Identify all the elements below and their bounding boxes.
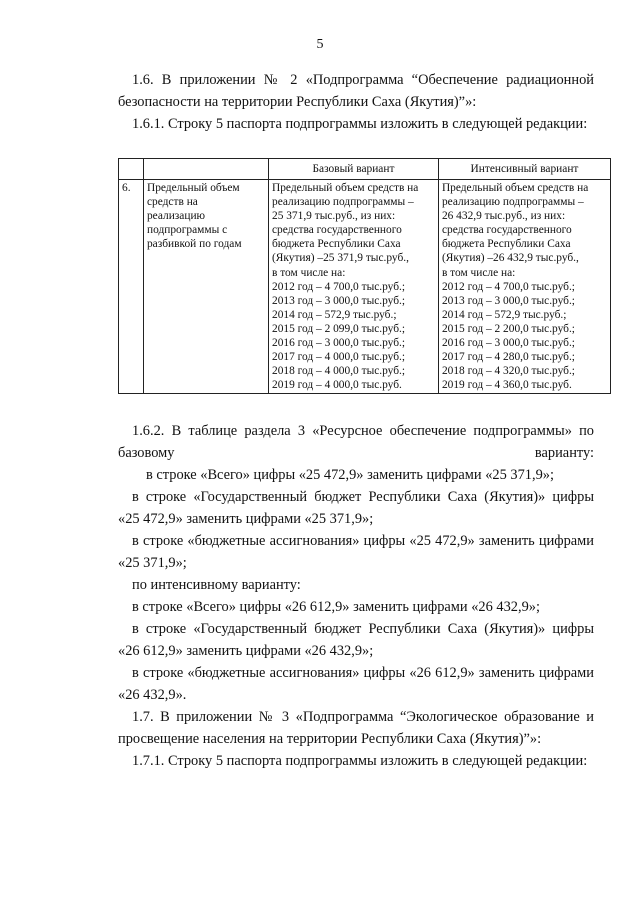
page-number: 5: [316, 37, 324, 52]
cell-line: 2019 год – 4 000,0 тыс.руб.: [272, 379, 402, 392]
cell-line: (Якутия) –26 432,9 тыс.руб.,: [441, 252, 579, 265]
paragraph-1-6-1: 1.6.1. Строку 5 паспорта подпрограммы изложить в следующей редакции:: [132, 116, 588, 132]
cell-line: средства государственного: [441, 224, 572, 237]
cell-line: бюджета Республики Саха: [441, 238, 571, 251]
cell-line: 2012 год – 4 700,0 тыс.руб.;: [272, 280, 406, 293]
cell-line: Предельный объем: [146, 182, 240, 194]
paragraph-state-budget-intensive: в строке «Государственный бюджет Республики Саха (Якутия)» цифры «26 612,9» заменить цифрами «26 432,9»;: [118, 621, 594, 659]
header-cell-number: [119, 159, 144, 180]
cell-line: 2014 год – 572,9 тыс.руб.;: [272, 308, 397, 321]
cell-line: 2017 год – 4 280,0 тыс.руб.;: [441, 351, 575, 364]
cell-line: 2019 год – 4 360,0 тыс.руб.: [441, 379, 572, 392]
row-number-cell: 6.: [119, 180, 144, 394]
cell-line: в том числе на:: [272, 266, 346, 279]
cell-line: 25 371,9 тыс.руб., из них:: [272, 210, 396, 223]
row-intensive-cell: [438, 180, 610, 394]
cell-line: 2016 год – 3 000,0 тыс.руб.;: [272, 337, 406, 350]
cell-line: 2016 год – 3 000,0 тыс.руб.;: [441, 337, 575, 350]
cell-line: реализацию подпрограммы –: [272, 196, 414, 209]
cell-line: 26 432,9 тыс.руб., из них:: [441, 210, 566, 223]
cell-line: реализацию подпрограммы –: [441, 196, 584, 209]
cell-line: бюджета Республики Саха: [272, 238, 401, 251]
paragraph-state-budget-base: в строке «Государственный бюджет Республики Саха (Якутия)» цифры «25 472,9» заменить цифрами «25 371,9»;: [118, 489, 594, 527]
paragraph-allocations-intensive: в строке «бюджетные ассигнования» цифры «26 612,9» заменить цифрами «26 432,9».: [118, 665, 594, 703]
header-cell-name: [143, 159, 268, 180]
paragraph-total-base: в строке «Всего» цифры «25 472,9» заменить цифрами «25 371,9»;: [146, 467, 554, 483]
cell-line: 2017 год – 4 000,0 тыс.руб.;: [272, 351, 406, 364]
cell-line: 2018 год – 4 000,0 тыс.руб.;: [272, 365, 406, 378]
paragraph-1-6: 1.6. В приложении № 2 «Подпрограмма “Обеспечение радиационной безопасности на территории Республики Саха (Якутия)”»:: [118, 72, 594, 110]
paragraph-1-7-1: 1.7.1. Строку 5 паспорта подпрограммы изложить в следующей редакции:: [132, 753, 588, 769]
cell-line: реализацию: [146, 210, 206, 223]
cell-line: 2015 год – 2 200,0 тыс.руб.;: [441, 322, 575, 335]
cell-line: средства государственного: [272, 224, 402, 237]
passport-table: [118, 158, 611, 394]
cell-line: 2018 год – 4 320,0 тыс.руб.;: [441, 365, 575, 378]
cell-line: средств на: [146, 196, 198, 209]
cell-line: разбивкой по годам: [146, 238, 242, 251]
cell-line: 2013 год – 3 000,0 тыс.руб.;: [272, 294, 406, 307]
paragraph-intensive-variant: по интенсивному варианту:: [132, 577, 301, 593]
cell-line: в том числе на:: [441, 266, 516, 279]
table-row: [119, 180, 611, 394]
row-base-cell: [269, 180, 439, 394]
paragraph-total-intensive: в строке «Всего» цифры «26 612,9» заменить цифрами «26 432,9»;: [132, 599, 540, 615]
row-name-cell: [143, 180, 268, 394]
cell-line: 2015 год – 2 099,0 тыс.руб.;: [272, 322, 406, 335]
header-cell-intensive: Интенсивный вариант: [438, 159, 610, 180]
cell-line: подпрограммы с: [146, 224, 228, 237]
cell-line: (Якутия) –25 371,9 тыс.руб.,: [272, 252, 409, 265]
cell-line: 2012 год – 4 700,0 тыс.руб.;: [441, 280, 575, 293]
cell-line: Предельный объем средств на: [441, 182, 589, 194]
cell-line: Предельный объем средств на: [272, 182, 419, 194]
table-header-row: [119, 159, 611, 180]
cell-line: 2014 год – 572,9 тыс.руб.;: [441, 308, 567, 321]
paragraph-allocations-base: в строке «бюджетные ассигнования» цифры «25 472,9» заменить цифрами «25 371,9»;: [118, 533, 594, 571]
header-cell-base: Базовый вариант: [269, 159, 439, 180]
paragraph-1-7: 1.7. В приложении № 3 «Подпрограмма “Экологическое образование и просвещение населения на территории Республики Саха (Якутия)”»:: [118, 709, 594, 747]
cell-line: 2013 год – 3 000,0 тыс.руб.;: [441, 294, 575, 307]
paragraph-1-6-2: 1.6.2. В таблице раздела 3 «Ресурсное обеспечение подпрограммы» по базовому варианту:: [118, 423, 594, 461]
